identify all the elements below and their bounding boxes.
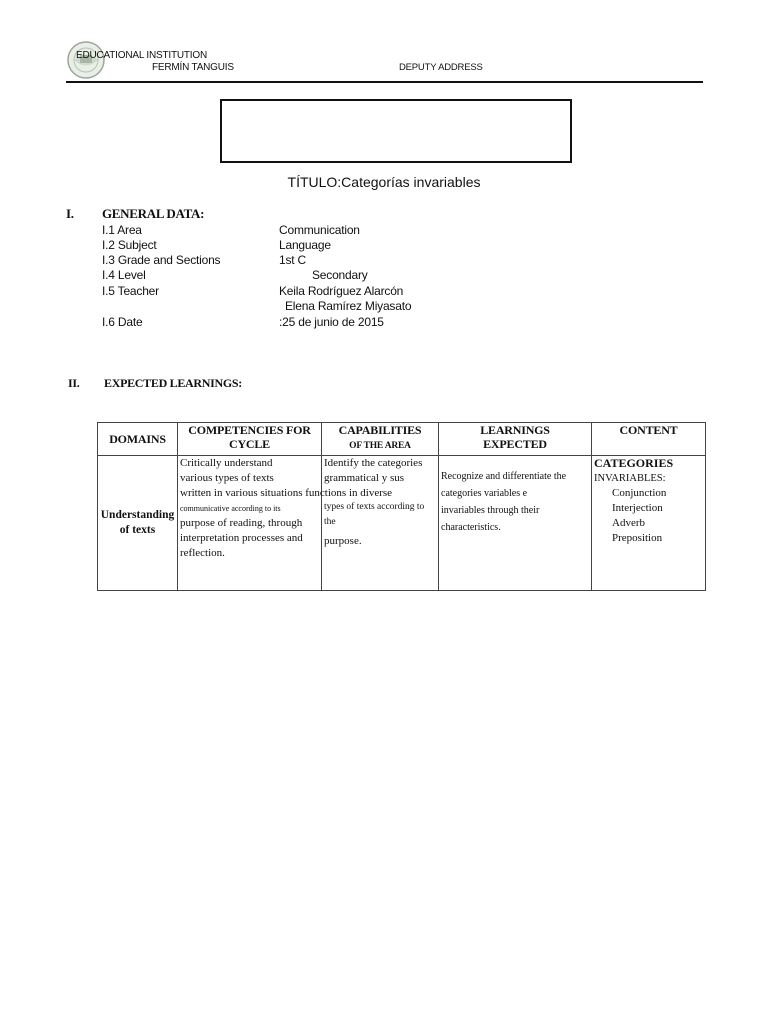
section-title-expected: EXPECTED LEARNINGS: [104,376,242,390]
general-value: Secondary [312,268,368,282]
header-competencies: COMPETENCIES FOR CYCLE [178,423,322,456]
header-learnings: LEARNINGS EXPECTED [439,423,592,456]
general-value: 1st C [279,253,307,267]
section-title-general: GENERAL DATA: [102,206,205,221]
general-label: I.2 Subject [102,238,157,252]
title-box [220,99,572,163]
learning-cell: Recognize and differentiate the categories variables e invariables through their characteristics. [439,456,592,591]
expected-learnings-table [97,422,706,591]
general-value: :25 de junio de 2015 [279,315,384,329]
header-capabilities: CAPABILITIES OF THE AREA [322,423,439,456]
general-value: Elena Ramírez Miyasato [285,299,412,313]
school-name: FERMÍN TANGUIS [152,62,234,73]
header-domains: DOMAINS [98,423,178,456]
header-divider [66,81,703,83]
competency-cell: Critically understand various types of texts written in various situations functions in diverse communicative according to its purpose of reading, through interpretation processes and reflection. [178,456,322,591]
general-label: I.4 Level [102,268,146,282]
page-title: TÍTULO:Categorías invariables [287,174,481,190]
section-number-general: I. [66,206,74,221]
content-cell: CATEGORIES INVARIABLES: Conjunction Interjection Adverb Preposition [592,456,706,591]
general-value: Keila Rodríguez Alarcón [279,284,404,298]
domain-cell: Understanding of texts [98,456,178,591]
institution-label: EDUCATIONAL INSTITUTION [76,50,207,61]
section-number-expected: II. [68,376,80,390]
general-label: I.3 Grade and Sections [102,253,221,267]
general-label: I.6 Date [102,315,143,329]
general-label: I.1 Area [102,223,142,237]
header-content: CONTENT [592,423,706,456]
general-label: I.5 Teacher [102,284,159,298]
general-value: Communication [279,223,360,237]
capability-cell: Identify the categories grammatical y sus types of texts according to the purpose. [322,456,439,591]
general-value: Language [279,238,331,252]
deputy-address-label: DEPUTY ADDRESS [399,62,483,73]
